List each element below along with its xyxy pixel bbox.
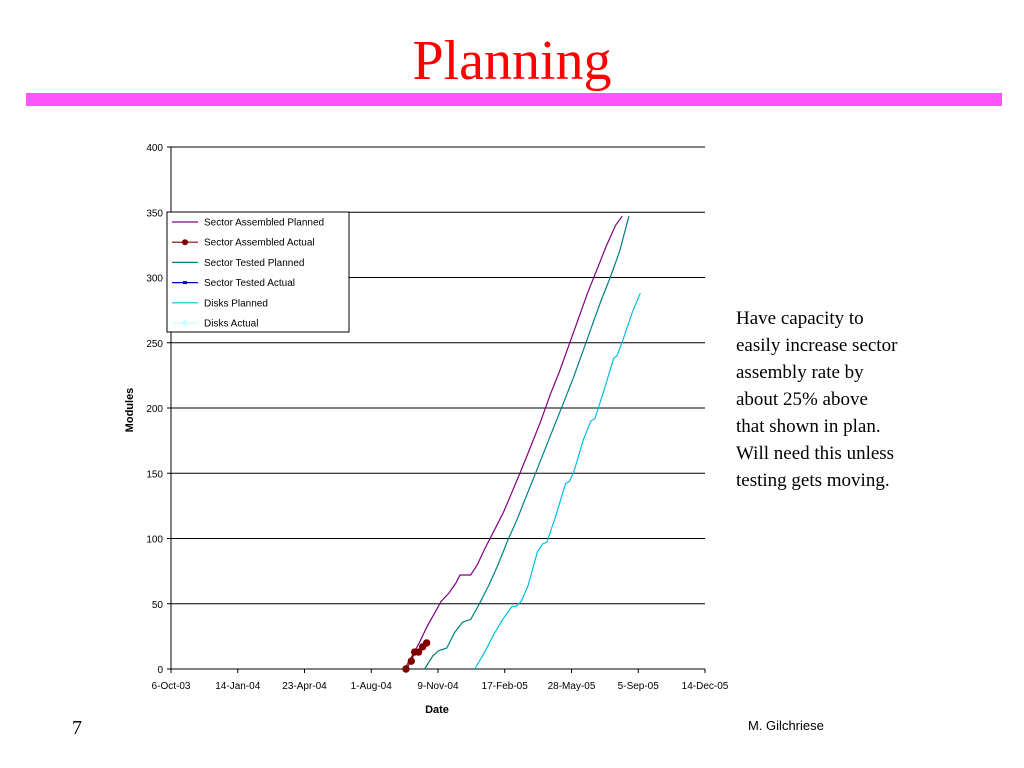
series-sector-tested-planned [425,216,629,669]
chart-legend [167,212,349,332]
legend-label: Sector Tested Actual [204,278,295,290]
side-note-line: assembly rate by [736,362,864,383]
y-tick-label: 300 [146,273,163,285]
y-axis-label: Modules [124,387,136,433]
series-line [475,293,641,669]
x-tick-label: 14-Jan-04 [215,681,261,692]
legend-label: Sector Assembled Actual [204,237,315,249]
x-tick-label: 28-May-05 [547,681,596,692]
side-note-line: that shown in plan. [736,416,881,437]
legend-label: Disks Planned [204,298,268,310]
series-line [425,216,629,669]
slide-title: Planning [412,30,612,92]
y-tick-labels [146,143,163,676]
legend-label: Sector Tested Planned [204,257,305,269]
x-tick-label: 23-Apr-04 [282,681,327,692]
side-note-line: about 25% above [736,389,868,410]
series-disks-planned [475,293,641,669]
side-note-line: Have capacity to [736,308,864,329]
x-tick-label: 14-Dec-05 [681,681,729,692]
author-name: M. Gilchriese [748,718,824,733]
series-line [405,216,623,669]
data-point [403,666,409,672]
side-note-line: testing gets moving. [736,470,890,491]
y-tick-label: 100 [146,534,163,546]
x-axis-label: Date [425,704,449,716]
side-note-line: easily increase sector [736,335,898,356]
y-tick-label: 0 [157,665,163,676]
data-point [408,658,414,664]
y-tick-label: 400 [146,143,163,154]
x-tick-label: 6-Oct-03 [151,681,191,692]
side-note-line: Will need this unless [736,443,895,464]
y-tick-label: 150 [146,469,163,481]
legend-marker [183,281,187,284]
page-number: 7 [72,717,82,739]
x-tick-label: 9-Nov-04 [417,681,459,692]
x-tick-label: 17-Feb-05 [481,681,528,692]
x-tick-label: 5-Sep-05 [617,681,659,692]
x-tick-label: 1-Aug-04 [350,681,392,692]
legend-label: Sector Assembled Planned [204,217,325,229]
legend-marker [182,320,188,326]
series-sector-assembled-planned [405,216,623,669]
side-note [736,305,956,494]
y-tick-label: 50 [151,599,163,611]
legend-box [167,212,349,332]
x-tick-labels [152,681,729,692]
y-tick-label: 250 [146,338,163,350]
legend-marker [182,239,188,245]
data-point [423,640,429,646]
y-tick-label: 200 [146,404,163,415]
legend-label: Disks Actual [204,318,259,330]
y-tick-label: 350 [146,208,163,220]
